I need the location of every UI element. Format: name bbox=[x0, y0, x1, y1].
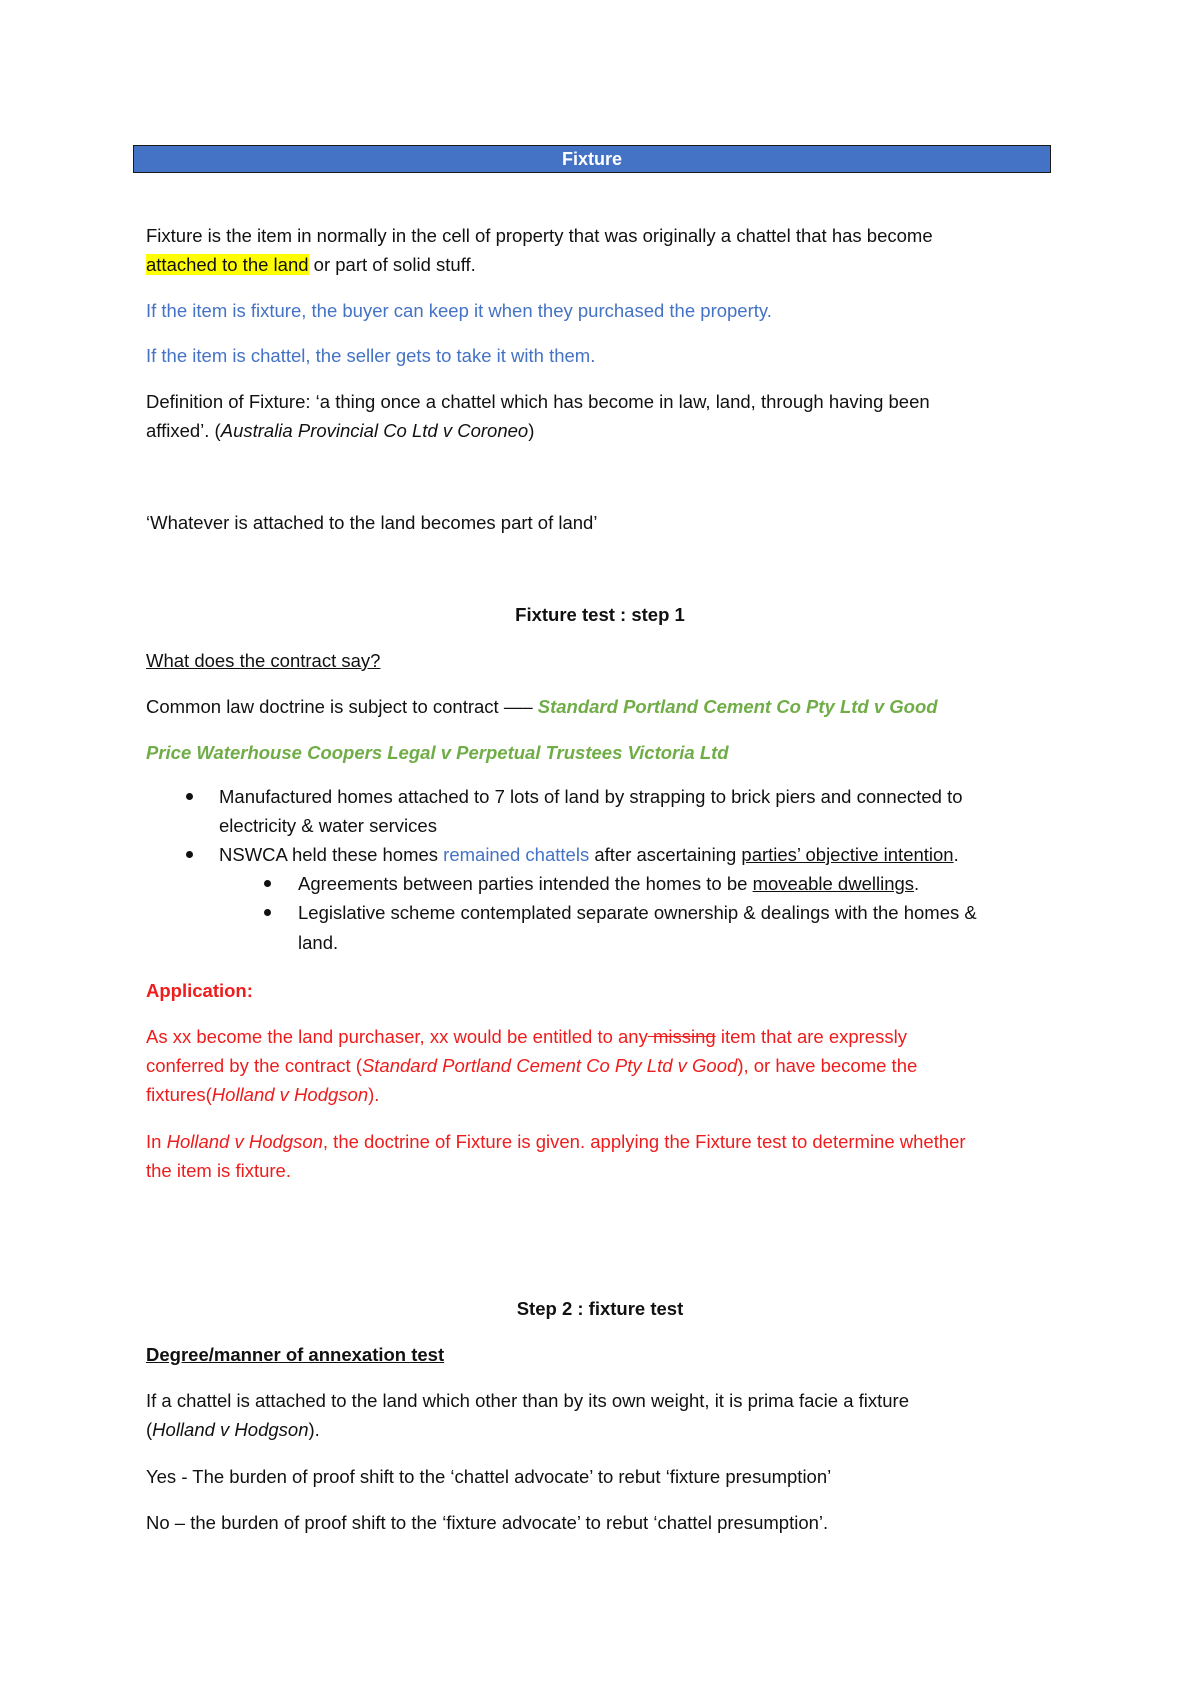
application-line-3: fixtures(Holland v Hodgson). bbox=[146, 1084, 380, 1105]
step1-subheading: What does the contract say? bbox=[146, 650, 381, 671]
step1-heading: Fixture test : step 1 bbox=[515, 604, 685, 625]
application-line-5: the item is fixture. bbox=[146, 1160, 291, 1181]
title-bar bbox=[133, 145, 1051, 173]
step2-subheading: Degree/manner of annexation test bbox=[146, 1344, 445, 1365]
yes-line: Yes - The burden of proof shift to the ‘chattel advocate’ to rebut ‘fixture presumption’ bbox=[146, 1466, 832, 1487]
definition-line-1: Definition of Fixture: ‘a thing once a chattel which has become in law, land, through having been bbox=[146, 391, 930, 412]
bullet-icon bbox=[264, 880, 271, 887]
case-citation: Standard Portland Cement Co Pty Ltd v Good bbox=[537, 696, 938, 717]
intro-line-2: attached to the land or part of solid stuff. bbox=[146, 254, 476, 275]
application-heading: Application: bbox=[146, 980, 253, 1001]
sub-bullet-2-line-1: Legislative scheme contemplated separate ownership & dealings with the homes & bbox=[298, 902, 977, 923]
step2-line-1: If a chattel is attached to the land which other than by its own weight, it is prima facie a fixture bbox=[146, 1390, 910, 1411]
seller-note: If the item is chattel, the seller gets to take it with them. bbox=[146, 345, 596, 366]
bullet-1-line-2: electricity & water services bbox=[219, 815, 437, 836]
bullet-1-line-1: Manufactured homes attached to 7 lots of land by strapping to brick piers and connected to bbox=[219, 786, 963, 807]
sub-bullet-2-line-2: land. bbox=[298, 932, 339, 953]
sub-bullet-1: Agreements between parties intended the homes to be moveable dwellings. bbox=[298, 873, 920, 894]
bullet-2: NSWCA held these homes remained chattels after ascertaining parties’ objective intention. bbox=[219, 844, 959, 865]
common-law-line: Common law doctrine is subject to contract —– Standard Portland Cement Co Pty Ltd v Good bbox=[146, 696, 938, 717]
bullet-icon bbox=[186, 793, 193, 800]
application-line-4: In Holland v Hodgson, the doctrine of Fixture is given. applying the Fixture test to determine whether bbox=[146, 1131, 966, 1152]
bullet-icon bbox=[264, 909, 271, 916]
case-citation: Australia Provincial Co Ltd v Coroneo bbox=[220, 420, 529, 441]
highlighted-text: attached to the land bbox=[146, 254, 309, 275]
step2-line-2: (Holland v Hodgson). bbox=[146, 1419, 320, 1440]
buyer-note: If the item is fixture, the buyer can keep it when they purchased the property. bbox=[146, 300, 772, 321]
intro-line-1: Fixture is the item in normally in the cell of property that was originally a chattel that has become bbox=[146, 225, 933, 246]
bullet-icon bbox=[186, 851, 193, 858]
case-heading: Price Waterhouse Coopers Legal v Perpetual Trustees Victoria Ltd bbox=[146, 742, 729, 763]
quote: ‘Whatever is attached to the land becomes part of land’ bbox=[146, 512, 598, 533]
definition-line-2: affixed’. (Australia Provincial Co Ltd v Coroneo) bbox=[146, 420, 535, 441]
application-line-1: As xx become the land purchaser, xx would be entitled to any missing item that are expressly bbox=[146, 1026, 907, 1047]
step2-heading: Step 2 : fixture test bbox=[516, 1298, 684, 1319]
page-title: Fixture bbox=[561, 148, 622, 169]
application-line-2: conferred by the contract (Standard Portland Cement Co Pty Ltd v Good), or have become the bbox=[146, 1055, 918, 1076]
no-line: No – the burden of proof shift to the ‘fixture advocate’ to rebut ‘chattel presumption’. bbox=[146, 1512, 829, 1533]
